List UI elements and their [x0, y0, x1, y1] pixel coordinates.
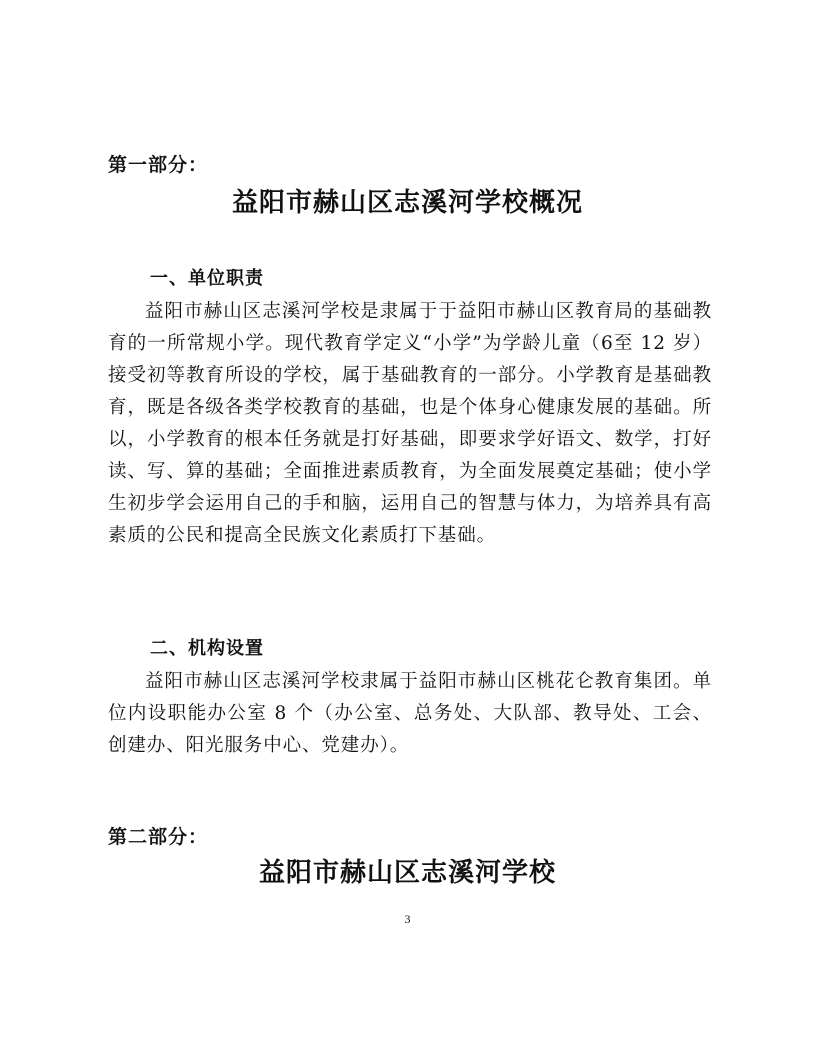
part-two-title: 益阳市赫山区志溪河学校: [258, 858, 556, 888]
part-one-title: 益阳市赫山区志溪河学校概况: [231, 188, 583, 218]
section-two-paragraph: 益阳市赫山区志溪河学校隶属于益阳市赫山区桃花仑教育集团。单位内设职能办公室 8 个（办公室、总务处、大队部、教导处、工会、创建办、阳光服务中心、党建办）。: [108, 671, 712, 756]
section-two-heading: 二、机构设置: [150, 638, 264, 659]
page-number: 3: [404, 912, 411, 926]
section-one-paragraph: 益阳市赫山区志溪河学校是隶属于于益阳市赫山区教育局的基础教育的一所常规小学。现代教育学定义“小学”为学龄儿童（6至 12 岁）接受初等教育所设的学校，属于基础教育的一部分。小学教育是基础教育，既是各级各类学校教育的基础，也是个体身心健康发展的基础。所以，小学教育的根本任务就是打好基础，即要求学好语文、数学，打好读、写、算的基础；全面推进素质教育，为全面发展奠定基础；使小学生初步学会运用自己的手和脑，运用自己的智慧与体力，为培养具有高素质的公民和提高全民族文化素质打下基础。: [108, 301, 712, 546]
part-two-label: 第二部分：: [108, 826, 209, 848]
part-one-label: 第一部分：: [108, 154, 209, 176]
section-one-heading: 一、单位职责: [150, 268, 264, 289]
